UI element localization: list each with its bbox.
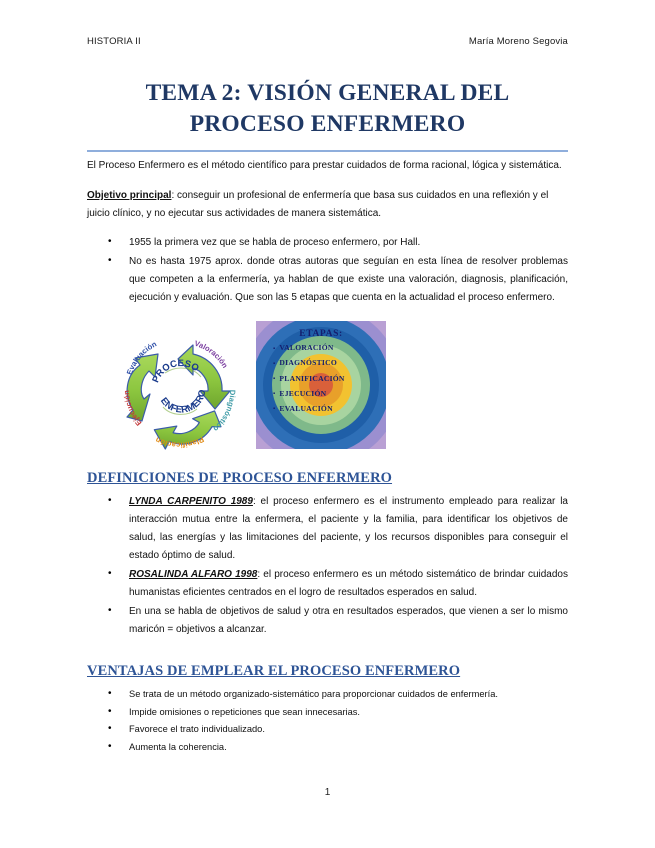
title-block (87, 78, 568, 152)
list-item: • Favorece el trato individualizado. (87, 721, 568, 738)
list-item (87, 603, 568, 639)
page-title (87, 78, 568, 141)
section-heading-ventajas: VENTAJAS DE EMPLEAR EL PROCESO ENFERMERO (87, 663, 461, 680)
cycle-label-valoracion: Valoración (193, 339, 230, 370)
history-bullet-list (87, 234, 568, 307)
definicion-text: : el proceso enfermero es un método sistemático de brindar cuidados humanistas eficientes centrados en el logro de resultados esperados en salud. (129, 569, 568, 599)
rings-item: ▪ EVALUACIÓN (256, 405, 386, 413)
rings-text-layer (256, 321, 386, 449)
cycle-label-planificacion: Planificación (154, 435, 206, 450)
objective-label: Objetivo principal (87, 189, 172, 201)
page-number: 1 (324, 787, 331, 798)
cycle-label-evaluacion: Evaluación (124, 339, 159, 377)
list-item (87, 566, 568, 602)
page-title-line2: PROCESO ENFERMERO (189, 111, 466, 138)
definicion-text: : el proceso enfermero es el instrumento empleado para realizar la interacción mutua entre la enfermera, el paciente y la familia, para identificar los objetivos de salud, las energías y las limitaciones del paciente, y los recursos disponibles para conseguir el estado óptimo de salud. (129, 496, 568, 562)
list-item (87, 493, 568, 565)
intro-paragraph: El Proceso Enfermero es el método científico para prestar cuidados de forma racional, lógica y sistemática. (87, 160, 562, 171)
figure-proceso-enfermero-cycle (109, 321, 247, 451)
rings-item: ▪ DIAGNÓSTICO (256, 359, 386, 367)
cycle-center-line2: ENFERMERO (158, 388, 209, 417)
document-body (87, 157, 568, 756)
running-header (87, 36, 568, 47)
page-title-line1: TEMA 2: VISIÓN GENERAL DEL (145, 80, 510, 106)
definicion-author: LYNDA CARPENITO 1989 (129, 496, 253, 508)
section-heading-definiciones: DEFINICIONES DE PROCESO ENFERMERO (87, 470, 393, 487)
figure-etapas-rings (256, 321, 386, 449)
rings-item: ▪ PLANIFICACIÓN (256, 375, 386, 383)
rings-item: ▪ VALORACIÓN (256, 344, 386, 352)
objective-text: : conseguir un profesional de enfermería que basa sus cuidados en una reflexión y el juicio clínico, y no ejecutar sus actividades de manera sistemática. (87, 189, 549, 219)
cycle-label-diagnostico: Diagnóstico (211, 390, 238, 434)
definiciones-list (87, 493, 568, 639)
list-item: • Se trata de un método organizado-sistemático para proporcionar cuidados de enfermería. (87, 686, 568, 703)
cycle-center-line1: PROCESO (150, 358, 201, 385)
rings-title: ETAPAS: (299, 329, 343, 340)
list-item: • Impide omisiones o repeticiones que sean innecesarias. (87, 704, 568, 721)
list-item: • Aumenta la coherencia. (87, 739, 568, 756)
objective-paragraph (87, 187, 568, 223)
rings-item: ▪ EJECUCIÓN (256, 390, 386, 398)
cycle-diagram-icon (109, 321, 247, 451)
title-divider (87, 150, 568, 152)
definicion-author: ROSALINDA ALFARO 1998 (129, 569, 258, 581)
list-item: • No es hasta 1975 aprox. donde otras autoras que seguían en esta línea de resolver problemas que competen a la enfermería, ya hablan de que existe una valoración, diagnosis, planificación, ejecución y evaluación. Que son las 5 etapas que cuenta en la actualidad el proceso enfermero. (87, 253, 568, 307)
list-item: • 1955 la primera vez que se habla de proceso enfermero, por Hall. (87, 234, 568, 252)
ventajas-list (87, 686, 568, 755)
header-course: HISTORIA II (87, 36, 141, 47)
figure-row (87, 321, 568, 453)
rings-diagram-icon (256, 321, 386, 449)
header-author: María Moreno Segovia (468, 36, 568, 47)
cycle-label-ejecucion: Ejecución (121, 390, 144, 428)
definicion-text: En una se habla de objetivos de salud y otra en resultados esperados, que vienen a ser lo mismo maricón = objetivos a alcanzar. (129, 606, 568, 636)
